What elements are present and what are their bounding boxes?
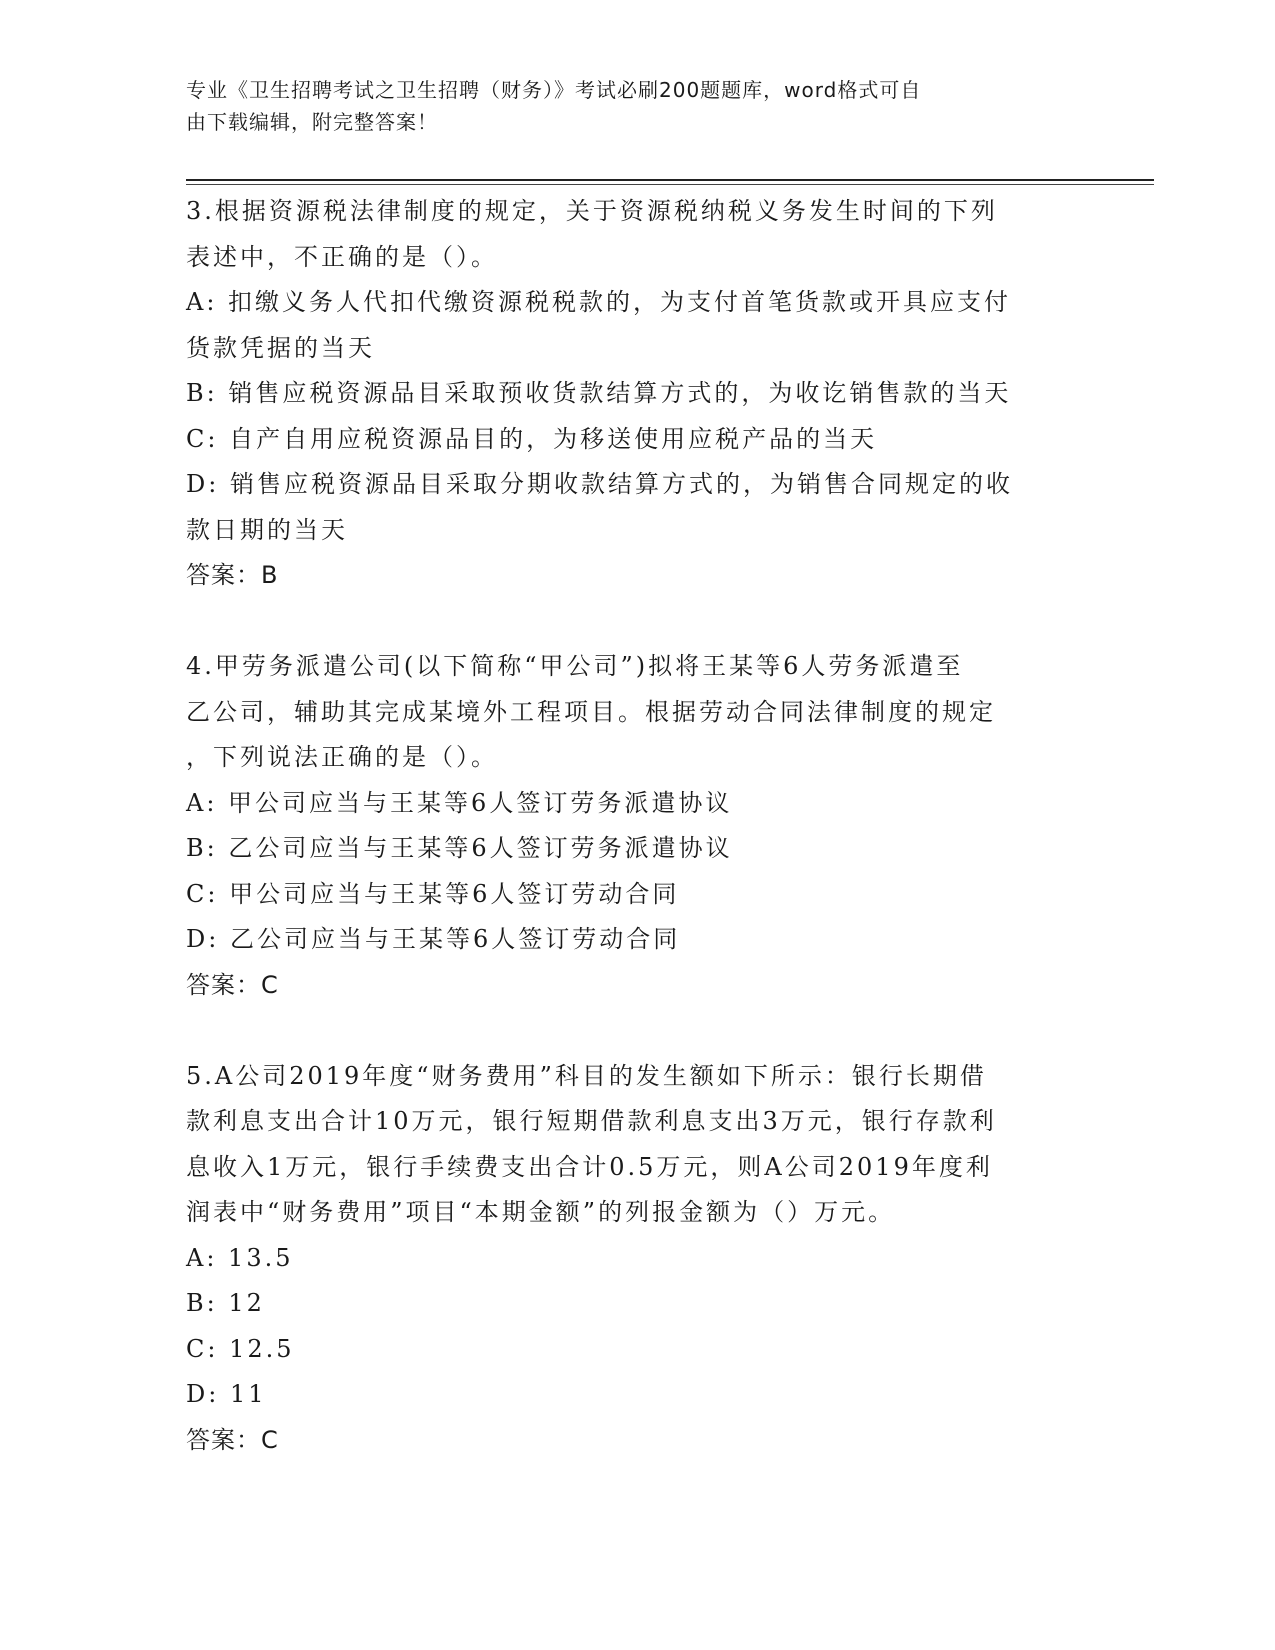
question-stem-line: 乙公司，辅助其完成某境外工程项目。根据劳动合同法律制度的规定 <box>186 697 996 726</box>
header-divider-thin <box>186 184 1154 185</box>
answer-label: 答案：C <box>186 970 279 999</box>
question-stem-line: 表述中，不正确的是（）。 <box>186 242 498 271</box>
question-gap <box>186 599 1086 645</box>
header-line-1: 专业《卫生招聘考试之卫生招聘（财务）》考试必刷200题题库，word格式可自 <box>186 78 922 102</box>
question-4 <box>186 644 1086 1008</box>
option-c: C: 自产自用应税资源品目的，为移送使用应税产品的当天 <box>186 424 878 453</box>
question-list <box>186 189 1086 1463</box>
answer-label: 答案：B <box>186 561 279 589</box>
option-a: A: 13.5 <box>186 1243 294 1272</box>
question-stem-line: 5.A公司2019年度“财务费用”科目的发生额如下所示：银行长期借 <box>186 1061 987 1090</box>
option-c: C: 甲公司应当与王某等6人签订劳动合同 <box>186 879 680 908</box>
question-stem-line: ，下列说法正确的是（）。 <box>186 743 498 771</box>
question-5 <box>186 1054 1086 1464</box>
question-3 <box>186 189 1086 599</box>
question-stem-line: 润表中“财务费用”项目“本期金额”的列报金额为（）万元。 <box>186 1198 896 1226</box>
answer-label: 答案：C <box>186 1425 279 1454</box>
option-d-continued: 款日期的当天 <box>186 515 348 544</box>
question-gap <box>186 1008 1086 1054</box>
option-b: B: 销售应税资源品目采取预收货款结算方式的，为收讫销售款的当天 <box>186 379 1012 407</box>
option-b: B: 乙公司应当与王某等6人签订劳务派遣协议 <box>186 834 733 862</box>
option-a: A: 甲公司应当与王某等6人签订劳务派遣协议 <box>186 788 733 817</box>
document-header <box>186 74 1066 138</box>
question-stem-line: 款利息支出合计10万元，银行短期借款利息支出3万元，银行存款利 <box>186 1107 997 1135</box>
option-a: A: 扣缴义务人代扣代缴资源税税款的，为支付首笔货款或开具应支付 <box>186 288 1012 316</box>
option-a-continued: 货款凭据的当天 <box>186 333 375 362</box>
header-line-2: 由下载编辑，附完整答案！ <box>186 110 438 134</box>
header-divider-thick <box>186 179 1154 181</box>
option-b: B: 12 <box>186 1289 265 1317</box>
option-c: C: 12.5 <box>186 1334 295 1363</box>
option-d: D: 乙公司应当与王某等6人签订劳动合同 <box>186 925 681 953</box>
option-d: D: 销售应税资源品目采取分期收款结算方式的，为销售合同规定的收 <box>186 470 1013 498</box>
question-stem-line: 息收入1万元，银行手续费支出合计0.5万元，则A公司2019年度利 <box>186 1152 993 1181</box>
question-stem-line: 4.甲劳务派遣公司(以下简称“甲公司”)拟将王某等6人劳务派遣至 <box>186 652 964 680</box>
question-stem-line: 3.根据资源税法律制度的规定，关于资源税纳税义务发生时间的下列 <box>186 197 998 225</box>
option-d: D: 11 <box>186 1380 267 1408</box>
